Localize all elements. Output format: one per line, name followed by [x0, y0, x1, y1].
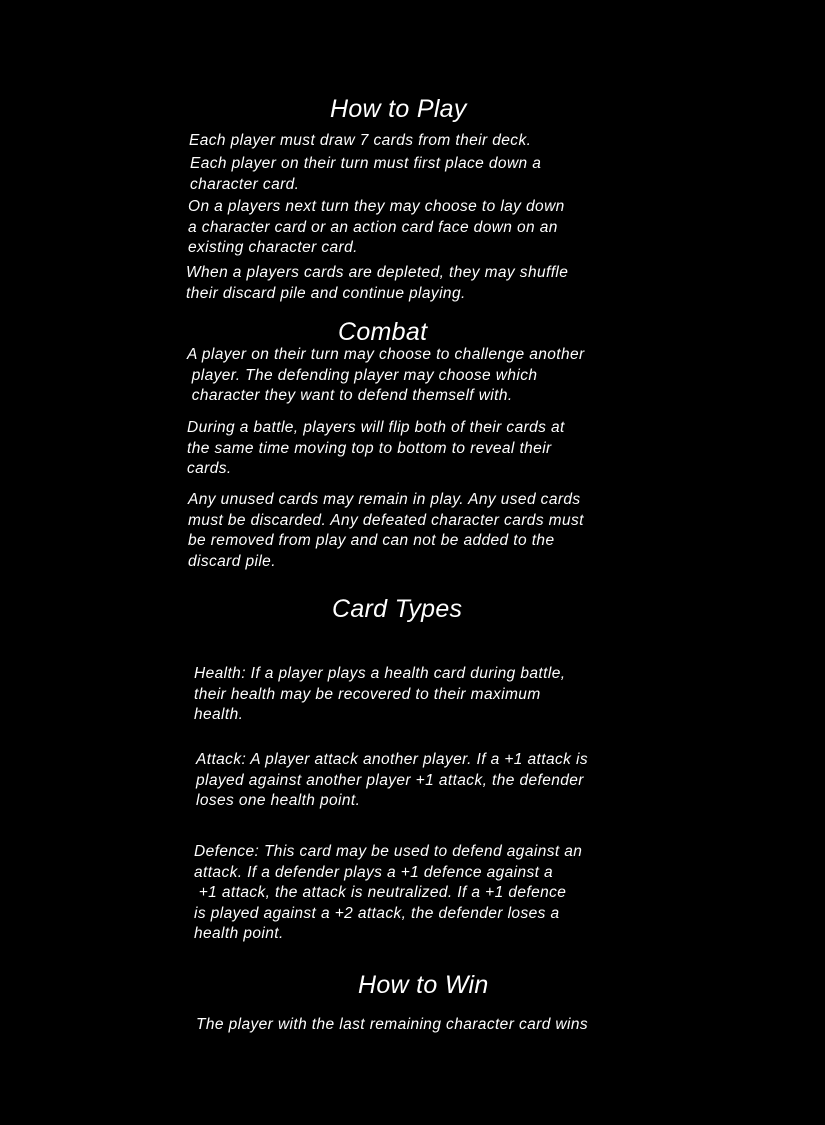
- how-to-win-heading: How to Win: [358, 971, 489, 999]
- how-to-win-paragraph: The player with the last remaining character card wins: [196, 1016, 589, 1033]
- card-types-heading: Card Types: [332, 595, 463, 623]
- how-to-play-paragraph-1: Each player must draw 7 cards from their deck.: [189, 132, 532, 149]
- combat-paragraph-2: During a battle, players will flip both of their cards at the same time moving top to bottom to reveal their cards.: [187, 419, 565, 477]
- combat-heading: Combat: [338, 318, 428, 346]
- how-to-play-paragraph-3: On a players next turn they may choose to lay down a character card or an action card face down on an existing character card.: [188, 198, 565, 256]
- combat-paragraph-1: A player on their turn may choose to challenge another player. The defending player may choose which character they want to defend themself with.: [187, 346, 585, 404]
- how-to-play-heading: How to Play: [330, 95, 467, 123]
- combat-paragraph-3: Any unused cards may remain in play. Any used cards must be discarded. Any defeated character cards must be removed from play and can not be added to the discard pile.: [188, 491, 584, 570]
- how-to-play-paragraph-2: Each player on their turn must first place down a character card.: [190, 155, 542, 193]
- how-to-play-paragraph-4: When a players cards are depleted, they may shuffle their discard pile and continue playing.: [186, 264, 569, 302]
- card-types-health: Health: If a player plays a health card during battle, their health may be recovered to their maximum health.: [194, 665, 566, 723]
- card-types-defence: Defence: This card may be used to defend against an attack. If a defender plays a +1 defence against a +1 attack, the attack is neutralized. If a +1 defence is played against a +2 attack, the defender loses a health point.: [194, 843, 583, 942]
- card-types-attack: Attack: A player attack another player. If a +1 attack is played against another player +1 attack, the defender loses one health point.: [196, 751, 588, 809]
